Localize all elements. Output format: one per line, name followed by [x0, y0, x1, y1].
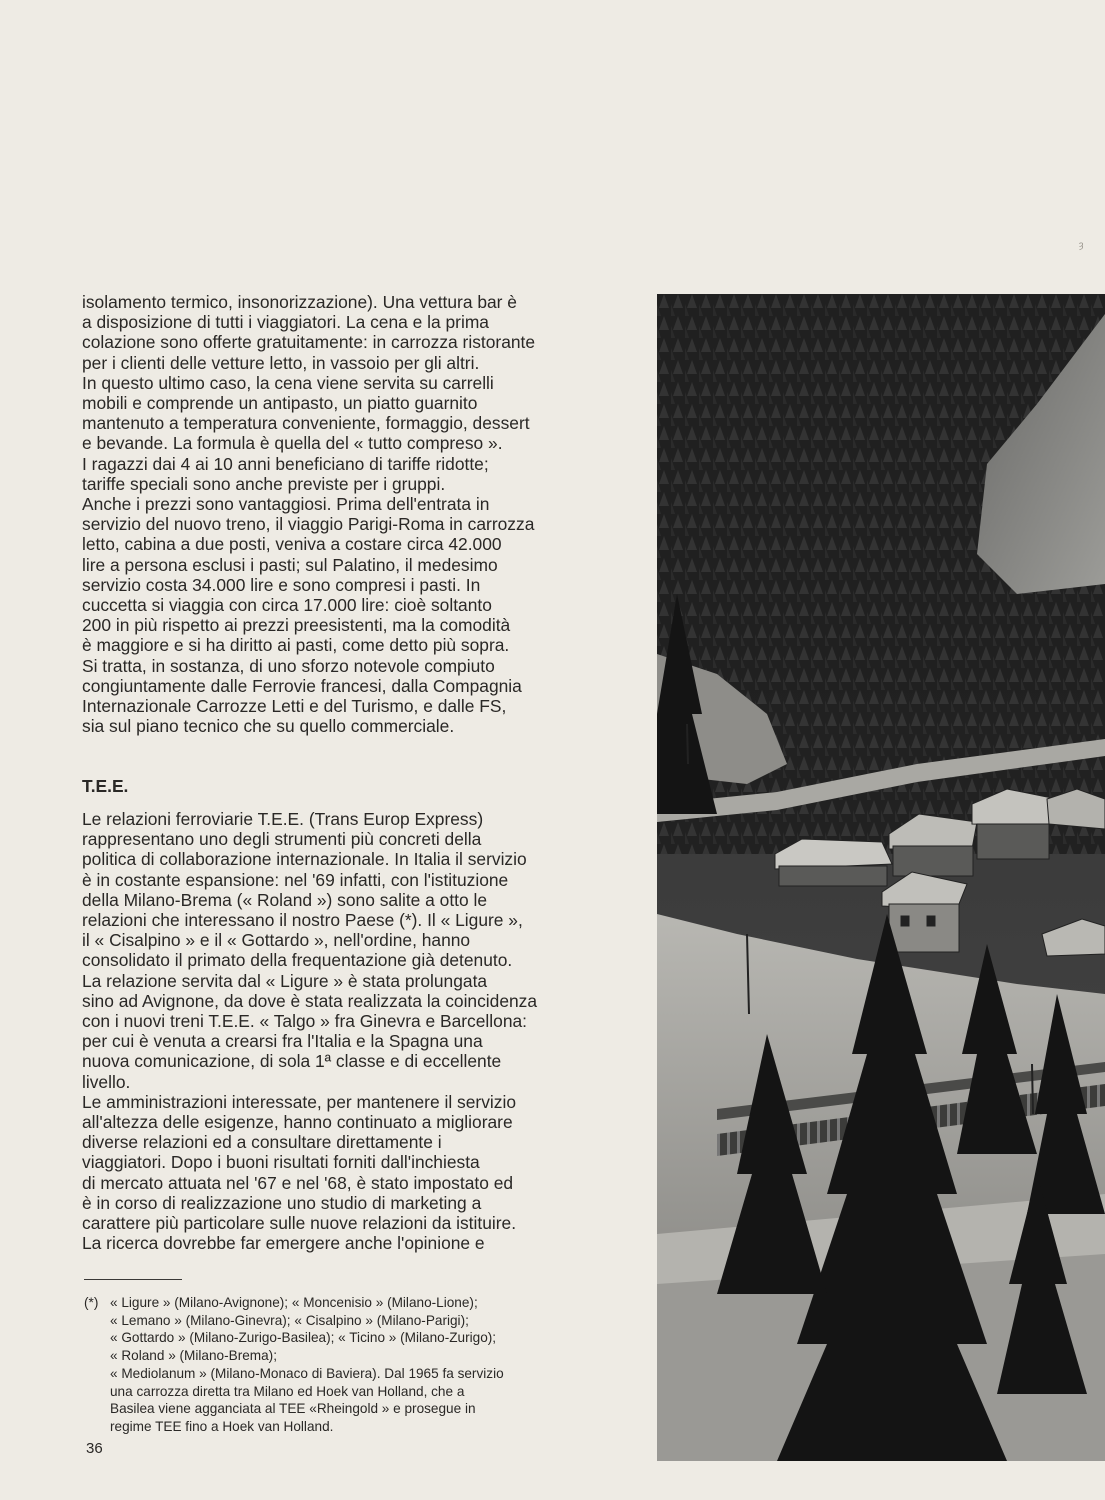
page-number: 36: [86, 1440, 103, 1457]
footnote-rule: [84, 1279, 182, 1280]
footnote-text: « Ligure » (Milano-Avignone); « Moncenisio » (Milano-Lione); « Lemano » (Milano-Ginevra); « Cisalpino » (Milano-Parigi); « Gottardo » (Milano-Zurigo-Basilea); « Ticino » (Milano-Zurigo); « Roland » (Milano-Brema); « Mediolanum » (Milano-Monaco di Baviera). Dal 1965 fa servizio una carrozza diretta tra Milano ed Hoek van Holland, che a Basilea viene agganciata al TEE «Rheingold » e prosegue in regime TEE fino a Hoek van Holland.: [110, 1295, 504, 1434]
section-heading: T.E.E.: [82, 776, 129, 796]
article-column-bottom: [82, 809, 622, 1253]
footnote: [84, 1294, 584, 1436]
footnote-marker: (*): [84, 1295, 99, 1310]
mountain-valley-railway-photo: [657, 294, 1105, 1461]
article-paragraph-2: Le relazioni ferroviarie T.E.E. (Trans Europ Express) rappresentano uno degli strumenti più concreti della politica di collaborazione internazionale. In Italia il servizio è in costante espansione: nel '69 infatti, con l'istituzione della Milano-Brema (« Roland ») sono salite a otto le relazioni che interessano il nostro Paese (*). Il « Ligure », il « Cisalpino » e il « Gottardo », nell'ordine, hanno consolidato il primato della frequentazione già detenuto. La relazione servita dal « Ligure » è stata prolungata sino ad Avignone, da dove è stata realizzata la coincidenza con i nuovi treni T.E.E. « Talgo » fra Ginevra e Barcellona: per cui è venuta a crearsi fra l'Italia e la Spagna una nuova comunicazione, di sola 1ª classe e di eccellente livello. Le amministrazioni interessate, per mantenere il servizio all'altezza delle esigenze, hanno continuato a migliorare diverse relazioni ed a consultare direttamente i viaggiatori. Dopo i buoni risultati forniti dall'inchiesta di mercato attuata nel '67 e nel '68, è stato impostato ed è in corso di realizzazione uno studio di marketing a carattere più particolare sulle nuove relazioni da istituire. La ricerca dovrebbe far emergere anche l'opinione e: [82, 809, 538, 1254]
article-paragraph-1: isolamento termico, insonorizzazione). Una vettura bar è a disposizione di tutti i viaggiatori. La cena e la prima colazione sono offerte gratuitamente: in carrozza ristorante per i clienti delle vetture letto, in vassoio per gli altri. In questo ultimo caso, la cena viene servita su carrelli mobili e comprende un antipasto, un piatto guarnito mantenuto a temperatura conveniente, formaggio, dessert e bevande. La formula è quella del « tutto compreso ». I ragazzi dai 4 ai 10 anni beneficiano di tariffe ridotte; tariffe speciali sono anche previste per i gruppi. Anche i prezzi sono vantaggiosi. Prima dell'entrata in servizio del nuovo treno, il viaggio Parigi-Roma in carrozza letto, cabina a due posti, veniva a costare circa 42.000 lire a persona esclusi i pasti; sul Palatino, il medesimo servizio costa 34.000 lire e sono compresi i pasti. In cuccetta si viaggia con circa 17.000 lire: cioè soltanto 200 in più rispetto ai prezzi preesistenti, ma la comodità è maggiore e si ha diritto ai pasti, come detto più sopra. Si tratta, in sostanza, di uno sforzo notevole compiuto congiuntamente dalle Ferrovie francesi, dalla Compagnia Internazionale Carrozze Letti e del Turismo, e dalle FS, sia sul piano tecnico che su quello commerciale.: [82, 292, 536, 737]
paper-mark: ȝ: [1079, 240, 1084, 251]
article-column-top: [82, 292, 622, 736]
